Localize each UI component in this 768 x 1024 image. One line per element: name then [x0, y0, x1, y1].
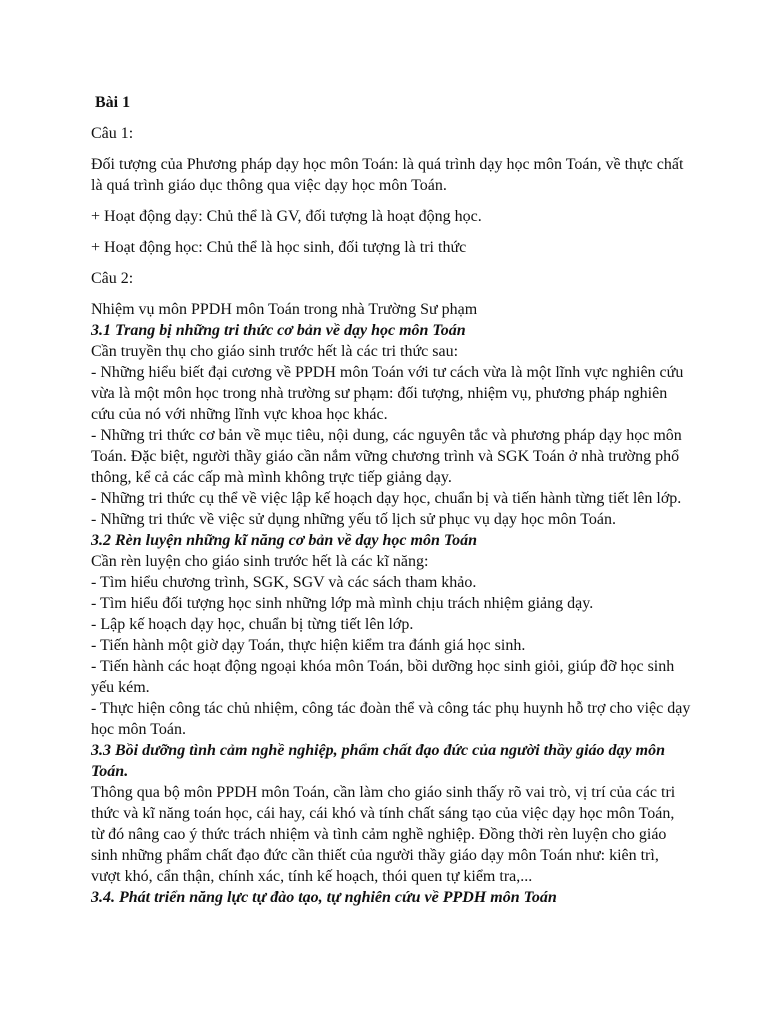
section-heading-3-1: 3.1 Trang bị những tri thức cơ bản về dạy học môn Toán [91, 322, 466, 339]
section-heading-3-4: 3.4. Phát triển năng lực tự đào tạo, tự nghiên cứu về PPDH môn Toán [91, 889, 557, 906]
section-3-3-text: Thông qua bộ môn PPDH môn Toán, cần làm cho giáo sinh thấy rõ vai trò, vị trí của các tri thức và kĩ năng toán học, cái hay, cái khó và tính chất sáng tạo của việc dạy học môn Toán, từ đó nâng cao ý thức trách nhiệm và tình cảm nghề nghiệp. Đồng thời rèn luyện cho giáo sinh những phẩm chất đạo đức cần thiết của người thầy giáo dạy môn Toán như: kiên trì, vượt khó, cẩn thận, chính xác, tính kế hoạch, thói quen tự kiểm tra,... [91, 784, 676, 885]
list-item: - Thực hiện công tác chủ nhiệm, công tác đoàn thể và công tác phụ huynh hỗ trợ cho việc dạy học môn Toán. [91, 700, 691, 738]
paragraph-learning-activity: + Hoạt động học: Chủ thể là học sinh, đối tượng là tri thức [91, 239, 467, 256]
section-3-1-lead: Cần truyền thụ cho giáo sinh trước hết là các tri thức sau: [91, 343, 459, 360]
list-item: - Tiến hành các hoạt động ngoại khóa môn Toán, bồi dưỡng học sinh giỏi, giúp đỡ học sinh yếu kém. [91, 658, 675, 696]
list-item: - Những tri thức cụ thể về việc lập kế hoạch dạy học, chuẩn bị và tiến hành từng tiết lên lớp. [91, 490, 682, 507]
list-item: - Tìm hiểu chương trình, SGK, SGV và các sách tham khảo. [91, 574, 477, 591]
list-item: - Những tri thức về việc sử dụng những yếu tố lịch sử phục vụ dạy học môn Toán. [91, 511, 616, 528]
tasks-body [91, 299, 691, 908]
section-heading-3-3: 3.3 Bồi dưỡng tình cảm nghề nghiệp, phẩm chất đạo đức của người thầy giáo dạy môn Toán. [91, 742, 665, 780]
list-item: - Những hiểu biết đại cương về PPDH môn Toán với tư cách vừa là một lĩnh vực nghiên cứu vừa là một môn học trong nhà trường sư phạm: đối tượng, nhiệm vụ, phương pháp nghiên cứu của nó với những lĩnh vực khoa học khác. [91, 364, 684, 423]
paragraph-teaching-activity: + Hoạt động dạy: Chủ thể là GV, đối tượng là hoạt động học. [91, 208, 482, 225]
list-item: - Tìm hiểu đối tượng học sinh những lớp mà mình chịu trách nhiệm giảng dạy. [91, 595, 594, 612]
list-item: - Những tri thức cơ bản về mục tiêu, nội dung, các nguyên tắc và phương pháp dạy học môn Toán. Đặc biệt, người thầy giáo cần nắm vững chương trình và SGK Toán ở nhà trường phổ thông, kể cả các cấp mà mình không trực tiếp giảng dạy. [91, 427, 682, 486]
paragraph-question-2: Câu 2: [91, 270, 134, 287]
tasks-intro: Nhiệm vụ môn PPDH môn Toán trong nhà Trường Sư phạm [91, 301, 478, 318]
document-content [91, 92, 691, 908]
list-item: - Tiến hành một giờ dạy Toán, thực hiện kiểm tra đánh giá học sinh. [91, 637, 526, 654]
paragraph-object-definition: Đối tượng của Phương pháp dạy học môn Toán: là quá trình dạy học môn Toán, về thực chất là quá trình giáo dục thông qua việc dạy học môn Toán. [91, 156, 684, 194]
document-title: Bài 1 [95, 94, 131, 111]
list-item: - Lập kế hoạch dạy học, chuẩn bị từng tiết lên lớp. [91, 616, 414, 633]
paragraph-question-1: Câu 1: [91, 125, 134, 142]
section-3-2-lead: Cần rèn luyện cho giáo sinh trước hết là các kĩ năng: [91, 553, 429, 570]
section-heading-3-2: 3.2 Rèn luyện những kĩ năng cơ bản về dạy học môn Toán [91, 532, 478, 549]
